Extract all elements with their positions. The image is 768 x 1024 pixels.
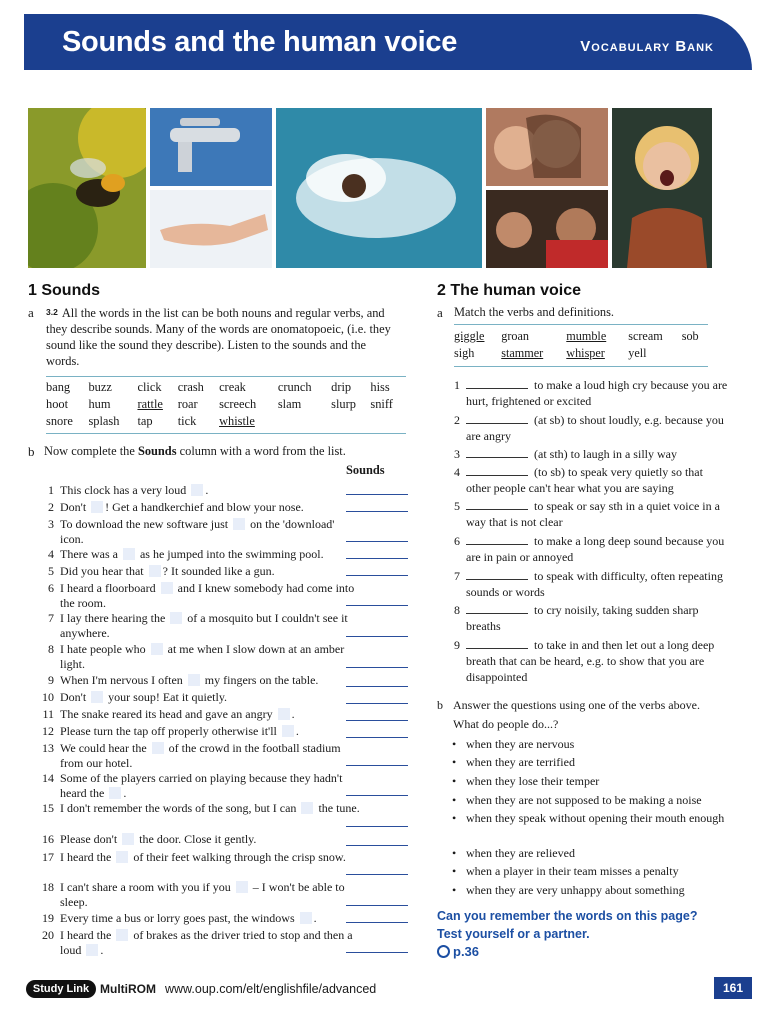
sentence-number: 4 <box>48 547 54 561</box>
question-text: when they lose their temper <box>466 774 600 788</box>
sentence-text: ! Get a handkerchief and blow your nose. <box>105 500 304 514</box>
sentence-text: We could hear the <box>60 741 150 755</box>
sentence-number: 11 <box>42 707 54 721</box>
giggle-photo <box>486 190 608 268</box>
answer-gap[interactable] <box>91 501 103 513</box>
question-text: when they are not supposed to be making a noise <box>466 793 702 807</box>
sentence-text: Did you hear that <box>60 564 147 578</box>
question-text: when a player in their team misses a penalty <box>466 864 679 878</box>
definition-text: (to sb) to speak very quietly so that other people can't hear what you are saying <box>466 465 703 495</box>
bullet-icon: • <box>452 737 457 751</box>
answer-line[interactable] <box>346 765 408 766</box>
sentence-number: 1 <box>48 483 54 497</box>
answer-gap[interactable] <box>152 742 164 754</box>
answer-line[interactable] <box>346 541 408 542</box>
sentence-number: 7 <box>48 611 54 625</box>
answer-gap[interactable] <box>170 612 182 624</box>
sentence-text: of their feet walking through the crisp snow. <box>130 850 346 864</box>
exercise-2b-letter: b <box>437 698 443 712</box>
definition-number: 4 <box>454 465 460 479</box>
answer-gap[interactable] <box>116 929 128 941</box>
exercise-1a-instructions <box>46 304 402 369</box>
sentence-number: 13 <box>42 741 54 755</box>
multirom-label: MultiROM <box>100 982 156 996</box>
sounds-column-heading: Sounds <box>346 463 385 477</box>
page-title: Sounds and the human voice <box>62 26 458 58</box>
word-list-item: splash <box>88 414 120 428</box>
sentence-text: . <box>205 483 209 497</box>
answer-gap[interactable] <box>161 582 173 594</box>
definition-text: to take in and then let out a long deep breath that can be heard, e.g. to show that you are disappointed <box>466 638 715 684</box>
sentence-text: I don't remember the words of the song, but I can <box>60 801 300 815</box>
answer-line[interactable] <box>346 874 408 875</box>
sentence-text: I lay there hearing the <box>60 611 169 625</box>
answer-line[interactable] <box>346 922 408 923</box>
sentence-text: I hate people who <box>60 642 149 656</box>
sentence-number: 2 <box>48 500 54 514</box>
definition-number: 6 <box>454 534 460 548</box>
study-link-badge: Study Link <box>26 980 96 998</box>
sentence-text: ? It sounded like a gun. <box>162 564 275 578</box>
arrow-circle-icon <box>437 945 450 958</box>
verb-list-item: whisper <box>566 346 605 360</box>
sentence-text: I heard the <box>60 850 115 864</box>
sentence-text: of a mosquito but I couldn't see it anywhere. <box>60 611 348 640</box>
exercise-1b-instructions: Now complete the Sounds column with a word from the list. <box>44 444 346 458</box>
word-list-item: slurp <box>331 397 356 411</box>
answer-line[interactable] <box>346 494 408 495</box>
sentence-text: of brakes as the driver tried to stop and then a loud <box>60 928 353 957</box>
sentence-text: Don't <box>60 500 90 514</box>
sentence-number: 12 <box>42 724 54 738</box>
answer-gap[interactable] <box>149 565 161 577</box>
bullet-icon: • <box>452 755 457 769</box>
word-list-item: rattle <box>137 397 163 411</box>
sentence-text: . <box>313 911 317 925</box>
answer-gap[interactable] <box>123 548 135 560</box>
test-yourself-prompt: Test yourself or a partner. <box>437 927 590 941</box>
definition-text: to speak or say sth in a quiet voice in a way that is not clear <box>466 499 720 529</box>
sentence-number: 5 <box>48 564 54 578</box>
answer-line[interactable] <box>346 667 408 668</box>
sentence-number: 20 <box>42 928 54 942</box>
answer-gap[interactable] <box>151 643 163 655</box>
word-list-item: buzz <box>88 380 112 394</box>
answer-line[interactable] <box>346 575 408 576</box>
answer-gap[interactable] <box>236 881 248 893</box>
answer-blank[interactable] <box>466 413 528 424</box>
verb-list-item: stammer <box>501 346 544 360</box>
sentence-text: – I won't be able to sleep. <box>60 880 345 909</box>
answer-line[interactable] <box>346 636 408 637</box>
audio-track-number: 3.2 <box>46 307 58 317</box>
answer-gap[interactable] <box>191 484 203 496</box>
sentence-text: your soup! Eat it quietly. <box>105 690 228 704</box>
page-number: 161 <box>714 977 752 999</box>
answer-line[interactable] <box>346 686 408 687</box>
question-text: when they are relieved <box>466 846 575 860</box>
website-link[interactable]: www.oup.com/elt/englishfile/advanced <box>165 982 377 996</box>
answer-line[interactable] <box>346 511 408 512</box>
definition-number: 8 <box>454 603 460 617</box>
sentence-number: 6 <box>48 581 54 595</box>
question-text: when they are nervous <box>466 737 575 751</box>
answer-gap[interactable] <box>116 851 128 863</box>
sentence-text: and I knew somebody had come into the room. <box>60 581 355 610</box>
word-list-item: slam <box>277 397 302 411</box>
answer-line[interactable] <box>346 826 408 827</box>
verb-list-item: giggle <box>454 329 485 343</box>
exercise-2b-question: What do people do...? <box>453 717 559 731</box>
exercise-1a-text: All the words in the list can be both nouns and regular verbs, and they describe sounds. Many of the words are onomatopoeic, (i.e. they sound like the sound they describe). Listen to the sounds and the words. <box>46 306 391 368</box>
answer-gap[interactable] <box>91 691 103 703</box>
word-list-item: screech <box>219 397 257 411</box>
answer-blank[interactable] <box>466 378 528 389</box>
verb-list-item: mumble <box>566 329 607 343</box>
definition-number: 1 <box>454 378 460 392</box>
sentence-text: of the crowd in the football stadium from our hotel. <box>60 741 341 770</box>
sentence-number: 14 <box>42 771 54 785</box>
answer-line[interactable] <box>346 905 408 906</box>
word-list-item: creak <box>219 380 246 394</box>
answer-gap[interactable] <box>109 787 121 799</box>
answer-gap[interactable] <box>122 833 134 845</box>
word-list-item: roar <box>177 397 198 411</box>
word-list-item: click <box>137 380 162 394</box>
bullet-icon: • <box>452 864 457 878</box>
sentence-text: There was a <box>60 547 121 561</box>
answer-blank[interactable] <box>466 499 528 510</box>
sentence-number: 19 <box>42 911 54 925</box>
exercise-1a-letter: a <box>28 305 34 320</box>
answer-gap[interactable] <box>301 802 313 814</box>
bullet-icon: • <box>452 883 457 897</box>
sentence-number: 18 <box>42 880 54 894</box>
section-1-heading: 1 Sounds <box>28 282 101 299</box>
definition-number: 9 <box>454 638 460 652</box>
exercise-2a-instructions: Match the verbs and definitions. <box>454 305 615 319</box>
answer-line[interactable] <box>346 952 408 953</box>
sentence-text: at me when I slow down at an amber light. <box>60 642 345 671</box>
bullet-icon: • <box>452 846 457 860</box>
sentence-number: 8 <box>48 642 54 656</box>
answer-line[interactable] <box>346 720 408 721</box>
sentence-number: 15 <box>42 801 54 815</box>
exercise-2b-instructions: Answer the questions using one of the verbs above. <box>453 698 700 712</box>
sentence-number: 16 <box>42 832 54 846</box>
definition-number: 7 <box>454 569 460 583</box>
sentence-text: Please turn the tap off properly otherwise it'll <box>60 724 280 738</box>
definition-number: 3 <box>454 447 460 461</box>
sentence-text: When I'm nervous I often <box>60 673 186 687</box>
sentence-text: . <box>123 786 127 800</box>
definition-text: (at sb) to shout loudly, e.g. because you are angry <box>466 413 724 443</box>
sentence-number: 17 <box>42 850 54 864</box>
word-list-item: hiss <box>370 380 390 394</box>
word-list-item: drip <box>331 380 352 394</box>
answer-blank[interactable] <box>466 465 528 476</box>
verb-list-item: sigh <box>454 346 475 360</box>
sentence-number: 9 <box>48 673 54 687</box>
word-list-item: crunch <box>277 380 312 394</box>
answer-blank[interactable] <box>466 603 528 614</box>
verb-list-item: groan <box>501 329 529 343</box>
sentence-number: 3 <box>48 517 54 531</box>
answer-line[interactable] <box>346 558 408 559</box>
question-text: when they are terrified <box>466 755 575 769</box>
sentence-text: I can't share a room with you if you <box>60 880 234 894</box>
sentence-text: Don't <box>60 690 90 704</box>
definition-number: 5 <box>454 499 460 513</box>
sentence-text: on the 'download' icon. <box>60 517 335 546</box>
exercise-1b-letter: b <box>28 444 35 459</box>
verb-list-item: sob <box>681 329 699 343</box>
sentence-text: the door. Close it gently. <box>136 832 257 846</box>
sentence-text: . <box>295 724 299 738</box>
answer-blank[interactable] <box>466 569 528 580</box>
word-list-item <box>278 413 331 430</box>
answer-line[interactable] <box>346 845 408 846</box>
splash-photo <box>276 108 482 268</box>
word-list-item: bang <box>46 380 71 394</box>
sentence-text: The snake reared its head and gave an angry <box>60 707 276 721</box>
sentence-text: as he jumped into the swimming pool. <box>136 547 324 561</box>
word-list-item: snore <box>46 414 73 428</box>
answer-gap[interactable] <box>282 725 294 737</box>
scream-photo <box>612 108 712 268</box>
word-list-item: tick <box>177 414 197 428</box>
remember-prompt: Can you remember the words on this page? <box>437 909 698 923</box>
answer-line[interactable] <box>346 605 408 606</box>
definition-text: to cry noisily, taking sudden sharp breaths <box>466 603 699 633</box>
answer-gap[interactable] <box>233 518 245 530</box>
verb-list-item: yell <box>628 346 647 360</box>
word-list-item: whistle <box>219 414 255 428</box>
bee-photo <box>28 108 146 268</box>
answer-gap[interactable] <box>300 912 312 924</box>
definition-text: to speak with difficulty, often repeating sounds or words <box>466 569 723 599</box>
whisper-photo <box>486 108 608 186</box>
word-list-item: hum <box>88 397 111 411</box>
sentence-text: I heard the <box>60 928 115 942</box>
section-2-heading: 2 The human voice <box>437 282 582 299</box>
sentence-text: . <box>291 707 295 721</box>
verb-list-item: scream <box>628 329 663 343</box>
sounds-word-list <box>46 376 406 434</box>
tap-photo <box>150 108 272 186</box>
sentence-text: I heard a floorboard <box>60 581 159 595</box>
answer-line[interactable] <box>346 795 408 796</box>
answer-line[interactable] <box>346 737 408 738</box>
bullet-icon: • <box>452 793 457 807</box>
word-list-item: hoot <box>46 397 69 411</box>
word-list-item <box>331 413 370 430</box>
sentence-text: This clock has a very loud <box>60 483 190 497</box>
word-list-item: crash <box>177 380 204 394</box>
sentence-text: Some of the players carried on playing because they hadn't heard the <box>60 771 343 800</box>
definition-text: to make a loud high cry because you are hurt, frightened or excited <box>466 378 728 408</box>
sentence-text: Every time a bus or lorry goes past, the windows <box>60 911 298 925</box>
definition-number: 2 <box>454 413 460 427</box>
exercise-2a-letter: a <box>437 305 443 320</box>
verbs-word-list <box>454 324 708 367</box>
sentence-text: the tune. <box>315 801 360 815</box>
answer-blank[interactable] <box>466 638 528 649</box>
hand-photo <box>150 190 272 268</box>
definition-text: (at sth) to laugh in a silly way <box>534 447 677 461</box>
vocabulary-bank-badge: Vocabulary Bank <box>580 38 714 55</box>
word-list-item: tap <box>137 414 153 428</box>
sentence-text: my fingers on the table. <box>201 673 319 687</box>
bullet-icon: • <box>452 774 457 788</box>
sentence-text: To download the new software just <box>60 517 232 531</box>
sentence-text: Please don't <box>60 832 121 846</box>
definition-text: to make a long deep sound because you are in pain or annoyed <box>466 534 725 564</box>
answer-gap[interactable] <box>188 674 200 686</box>
question-text: when they are very unhappy about something <box>466 883 685 897</box>
answer-gap[interactable] <box>278 708 290 720</box>
answer-line[interactable] <box>346 703 408 704</box>
answer-blank[interactable] <box>466 447 528 458</box>
sentence-number: 10 <box>42 690 54 704</box>
bullet-icon: • <box>452 811 457 825</box>
header-banner <box>24 14 752 70</box>
answer-blank[interactable] <box>466 534 528 545</box>
sentence-text: . <box>100 943 104 957</box>
page-reference-link[interactable]: p.36 <box>437 944 479 959</box>
word-list-item <box>370 413 406 430</box>
question-text: when they speak without opening their mouth enough <box>466 811 725 825</box>
answer-gap[interactable] <box>86 944 98 956</box>
word-list-item: sniff <box>370 397 393 411</box>
